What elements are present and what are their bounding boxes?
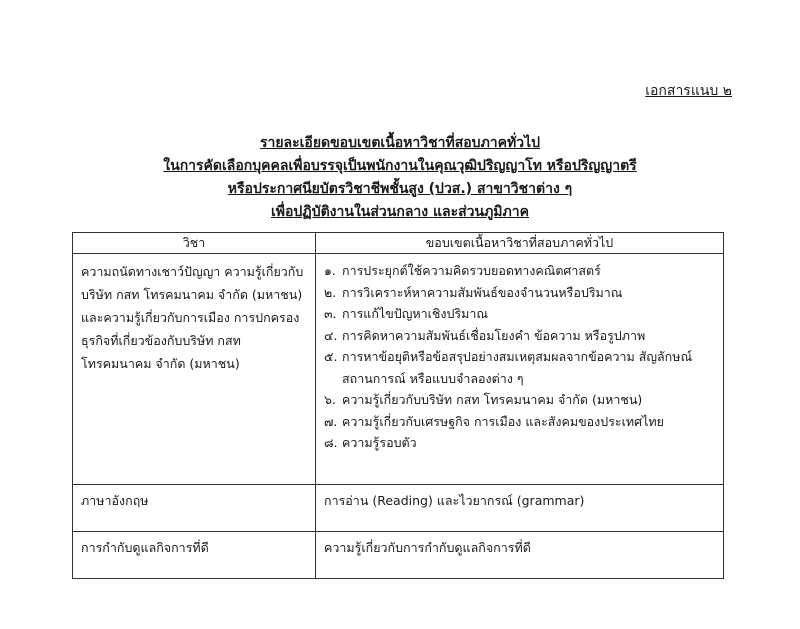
subject-line: ธุรกิจที่เกี่ยวข้องกับบริษัท กสท [81, 333, 241, 348]
table-row [73, 254, 724, 485]
scope-cell-english: การอ่าน (Reading) และไวยากรณ์ (grammar) [316, 485, 724, 532]
scope-cell-governance: ความรู้เกี่ยวกับการกำกับดูแลกิจการที่ดี [316, 532, 724, 579]
scope-text: การคิดหาความสัมพันธ์เชื่อมโยงคำ ข้อความ หรือรูปภาพ [342, 327, 646, 343]
scope-cell-aptitude [316, 254, 724, 485]
scope-number: ๘. [324, 435, 338, 450]
scope-number: ๔. [324, 327, 338, 343]
scope-item-2 [324, 282, 715, 304]
subject-line: ความถนัดทางเชาว์ปัญญา ความรู้เกี่ยวกับ [81, 264, 304, 279]
scope-number: ๗. [324, 413, 338, 429]
scope-text: การแก้ไขปัญหาเชิงปริมาณ [342, 306, 488, 321]
scope-item-4 [324, 325, 715, 347]
scope-item-5 [324, 346, 715, 389]
subject-line: บริษัท กสท โทรคมนาคม จำกัด (มหาชน) [81, 287, 303, 302]
title-line-2: ในการคัดเลือกบุคคลเพื่อบรรจุเป็นพนักงานในคุณวุฒิปริญญาโท หรือปริญญาตรี [163, 158, 637, 174]
table-row [73, 485, 724, 532]
scope-number: ๒. [324, 284, 337, 300]
scope-number: ๖. [324, 392, 336, 407]
scope-number: ๓. [324, 306, 337, 321]
subject-cell-governance: การกำกับดูแลกิจการที่ดี [73, 532, 316, 579]
title-line-4: เพื่อปฏิบัติงานในส่วนกลาง และส่วนภูมิภาค [271, 204, 529, 220]
header-subject: วิชา [73, 233, 316, 254]
subject-line: และความรู้เกี่ยวกับการเมือง การปกครอง [81, 310, 300, 325]
scope-item-8 [324, 432, 715, 454]
subject-cell-aptitude [73, 254, 316, 485]
scope-text: การวิเคราะห์หาความสัมพันธ์ของจำนวนหรือปริมาณ [342, 284, 623, 300]
table-row [73, 532, 724, 579]
scope-number: ๑. [324, 263, 336, 278]
scope-item-3 [324, 303, 715, 325]
attachment-label: เอกสารแนบ ๒ [645, 83, 732, 99]
scope-text: การประยุกต์ใช้ความคิดรวบยอดทางคณิตศาสตร์ [342, 263, 601, 278]
scope-number: ๕. [324, 349, 338, 364]
exam-scope-table [72, 232, 724, 579]
scope-item-1 [324, 260, 715, 282]
table-header-row [73, 233, 724, 254]
scope-text: การหาข้อยุติหรือข้อสรุปอย่างสมเหตุสมผลจากข้อความ สัญลักษณ์ สถานการณ์ หรือแบบจำลองต่าง ๆ [342, 349, 693, 386]
scope-text: ความรู้เกี่ยวกับเศรษฐกิจ การเมือง และสังคมของประเทศไทย [342, 413, 664, 429]
subject-cell-english: ภาษาอังกฤษ [73, 485, 316, 532]
subject-line: โทรคมนาคม จำกัด (มหาชน) [81, 356, 240, 371]
title-line-1: รายละเอียดขอบเขตเนื้อหาวิชาที่สอบภาคทั่วไป [259, 135, 541, 151]
header-scope: ขอบเขตเนื้อหาวิชาที่สอบภาคทั่วไป [316, 233, 724, 254]
scope-item-7 [324, 411, 715, 433]
scope-item-6 [324, 389, 715, 411]
document-title [80, 132, 720, 224]
title-line-3: หรือประกาศนียบัตรวิชาชีพชั้นสูง (ปวส.) สาขาวิชาต่าง ๆ [227, 181, 573, 197]
scope-text: ความรู้เกี่ยวกับบริษัท กสท โทรคมนาคม จำกัด (มหาชน) [342, 392, 643, 407]
scope-text: ความรู้รอบตัว [342, 435, 417, 450]
